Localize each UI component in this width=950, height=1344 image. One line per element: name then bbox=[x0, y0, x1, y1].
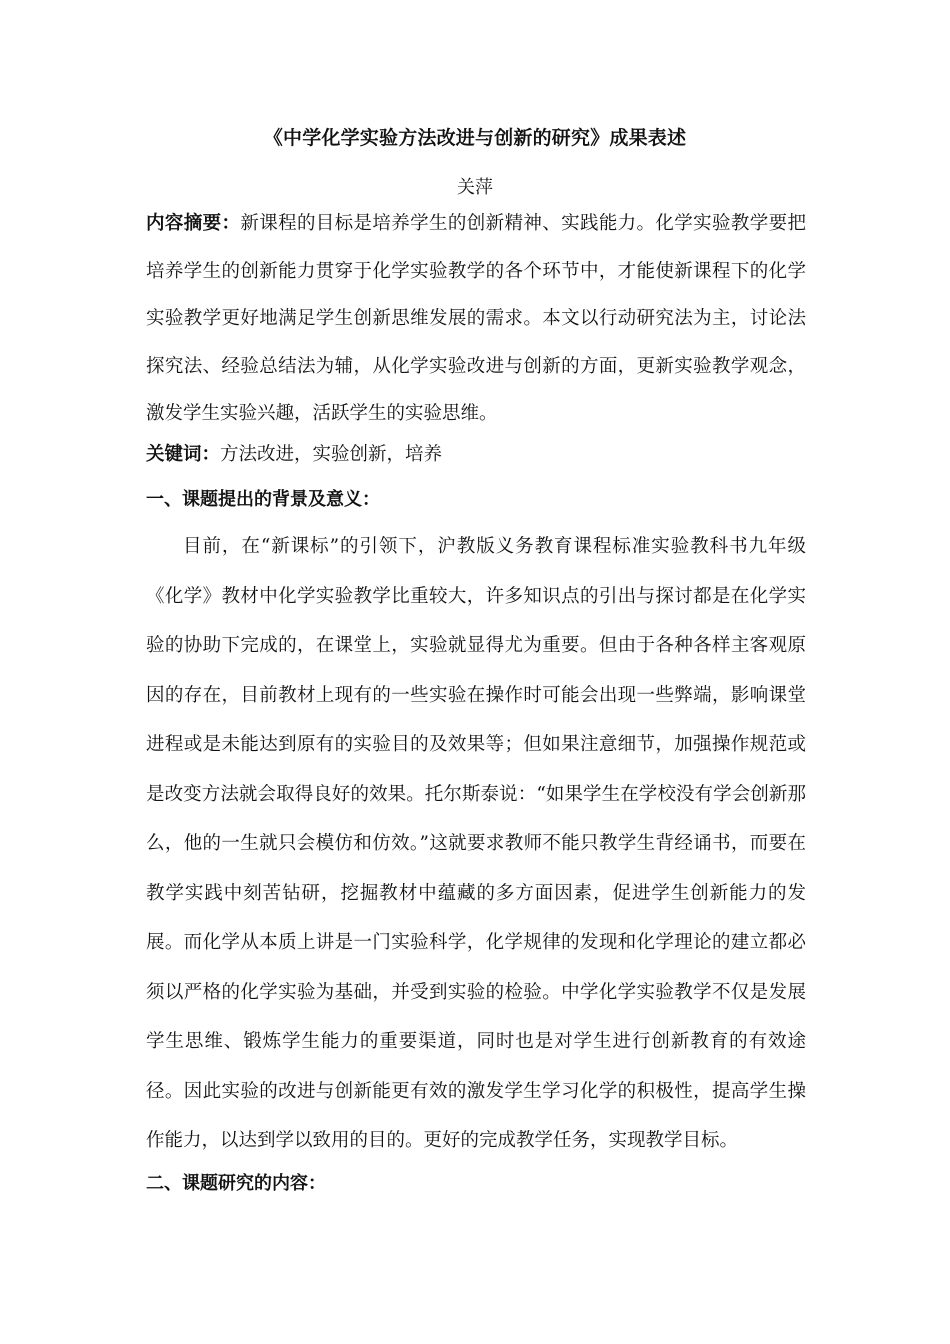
document-title: 《中学化学实验方法改进与创新的研究》成果表述 bbox=[263, 127, 687, 149]
keywords-text: 方法改进，实验创新，培养 bbox=[220, 444, 443, 465]
keywords-line bbox=[146, 440, 806, 470]
background-paragraph: 目前，在“新课标”的引领下，沪教版义务教育课程标准实验教科书九年级《化学》教材中化学实验教学比重较大，许多知识点的引出与探讨都是在化学实验的协助下完成的，在课堂上，实验就显得尤为重要。但由于各种各样主客观原因的存在，目前教材上现有的一些实验在操作时可能会出现一些弊端，影响课堂进程或是未能达到原有的实验目的及效果等；但如果注意细节，加强操作规范或是改变方法就会取得良好的效果。托尔斯泰说：“如果学生在学校没有学会创新那么，他的一生就只会模仿和仿效。”这就要求教师不能只教学生背经诵书，而要在教学实践中刻苦钻研，挖掘教材中蕴藏的多方面因素，促进学生创新能力的发展。而化学从本质上讲是一门实验科学，化学规律的发现和化学理论的建立都必须以严格的化学实验为基础，并受到实验的检验。中学化学实验教学不仅是发展学生思维、锻炼学生能力的重要渠道，同时也是对学生进行创新教育的有效途径。因此实验的改进与创新能更有效的激发学生学习化学的积极性，提高学生操作能力，以达到学以致用的目的。更好的完成教学任务，实现教学目标。 bbox=[146, 536, 806, 1151]
abstract-label: 内容摘要： bbox=[146, 213, 241, 234]
section-heading-background: 一、课题提出的背景及意义： bbox=[146, 489, 380, 510]
keywords-label: 关键词： bbox=[146, 444, 221, 465]
abstract-paragraph bbox=[146, 200, 806, 438]
abstract-text: 新课程的目标是培养学生的创新精神、实践能力。化学实验教学要把培养学生的创新能力贯穿于化学实验教学的各个环节中，才能使新课程下的化学实验教学更好地满足学生创新思维发展的需求。本文以行动研究法为主，讨论法探究法、经验总结法为辅，从化学实验改进与创新的方面，更新实验教学观念，激发学生实验兴趣，活跃学生的实验思维。 bbox=[146, 213, 806, 424]
document-author: 关萍 bbox=[457, 177, 493, 198]
section-heading-research-content: 二、课题研究的内容： bbox=[146, 1173, 326, 1194]
